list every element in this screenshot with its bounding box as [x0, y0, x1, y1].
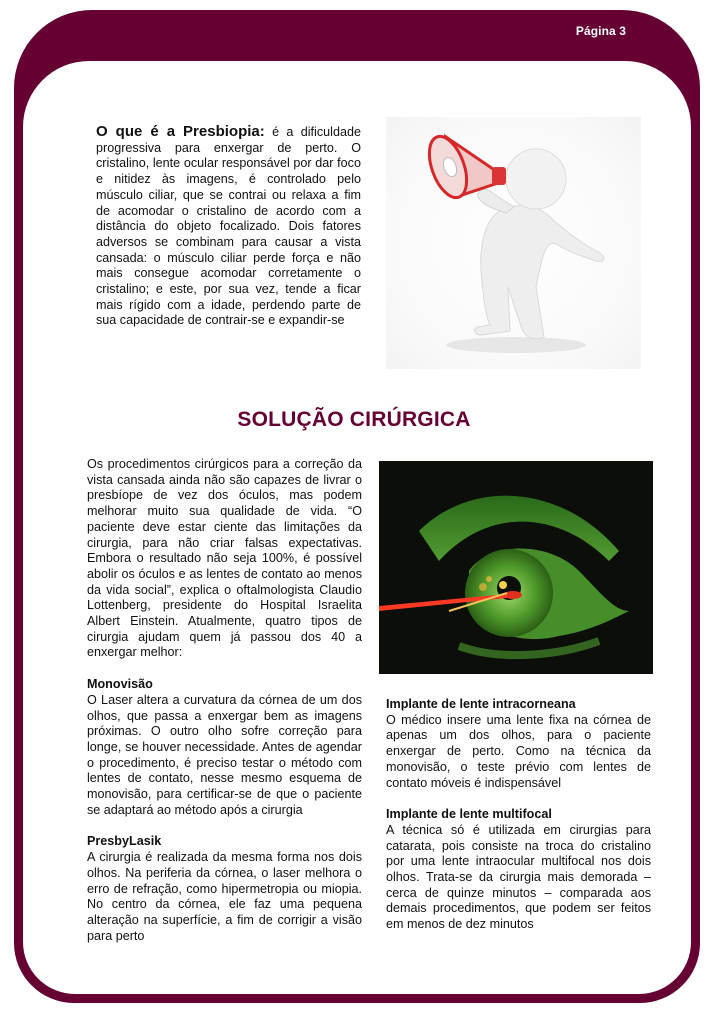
section-title: SOLUÇÃO CIRÚRGICA — [237, 408, 471, 431]
presbiopia-lead: O que é a Presbiopia: — [96, 123, 265, 140]
procedure-title: Implante de lente multifocal — [386, 807, 552, 822]
section-intro-paragraph: Os procedimentos cirúrgicos para a correção da vista cansada ainda não são capazes de livrar o presbíope de vez dos óculos, mas podem melhorar muito sua qualidade de vida. “O paciente deve estar ciente das limitações da cirurgia, para não criar falsas expectativas. Embora o resultado não seja 100%, é possível abolir os óculos e as lentes de contato ao menos da vida social”, explica o oftalmologista Claudio Lottenberg, presidente do Hospital Israelita Albert Einstein. Atualmente, quatro tipos de cirurgia ajudam quem já passou dos 40 a enxergar melhor: — [87, 457, 362, 660]
procedure-text: A técnica só é utilizada em cirurgias para catarata, pois consiste na troca do cristalino por uma lente intraocular multifocal nos dois olhos. Trata-se da cirurgia mais demorada – cerca de quinze minutos – comparada aos demais procedimentos, que podem ser feitos em menos de dez minutos — [386, 822, 651, 932]
eye-laser-image — [379, 461, 653, 674]
megaphone-icon — [422, 131, 506, 202]
procedure-title: Implante de lente intracorneana — [386, 697, 576, 711]
megaphone-figure-illustration — [386, 117, 641, 369]
megaphone-figure-image — [386, 117, 641, 369]
procedure-title: Monovisão — [87, 677, 153, 692]
procedure-title: PresbyLasik — [87, 834, 162, 849]
procedure-text: O Laser altera a curvatura da córnea de um dos olhos, que passa a enxergar bem as imagens próximas. O outro olho sofre correção para longe, se houver necessidade. Antes de agendar o procedimento, é preciso testar o método com lentes de contato, nesse mesmo esquema de monovisão, para certificar-se de que o paciente se adaptará ao método após a cirurgia — [87, 692, 362, 817]
procedure-text: A cirurgia é realizada da mesma forma nos dois olhos. Na periferia da córnea, o laser melhora o erro de refração, como hipermetropia ou miopia. No centro da córnea, ele faz uma pequena alteração na superfície, a fim de corrigir a visão para perto — [87, 850, 362, 943]
presbiopia-intro — [96, 124, 361, 329]
page-number: Página 3 — [575, 24, 626, 38]
left-column — [87, 457, 362, 944]
procedure-text: O médico insere uma lente fixa na córnea de apenas um dos olhos, para o paciente enxergar de perto. Como na técnica da monovisão, o teste prévio com lentes de contato móveis é indispensável — [386, 712, 651, 790]
eye-laser-illustration — [379, 461, 653, 674]
right-column — [386, 697, 651, 933]
presbiopia-body: é a dificuldade progressiva para enxergar de perto. O cristalino, lente ocular responsável por dar foco e nitidez às imagens, é controlado pelo músculo ciliar, que se contrai ou relaxa a fim de acomodar o cristalino de acordo com a distância do objeto focalizado. Dois fatores adversos se combinam para causar a vista cansada: o músculo ciliar perde força e não mais consegue acomodar corretamente o cristalino; e este, por sua vez, tende a ficar mais rígido com a idade, perdendo parte de sua capacidade de contrair-se e expandir-se — [96, 125, 361, 328]
